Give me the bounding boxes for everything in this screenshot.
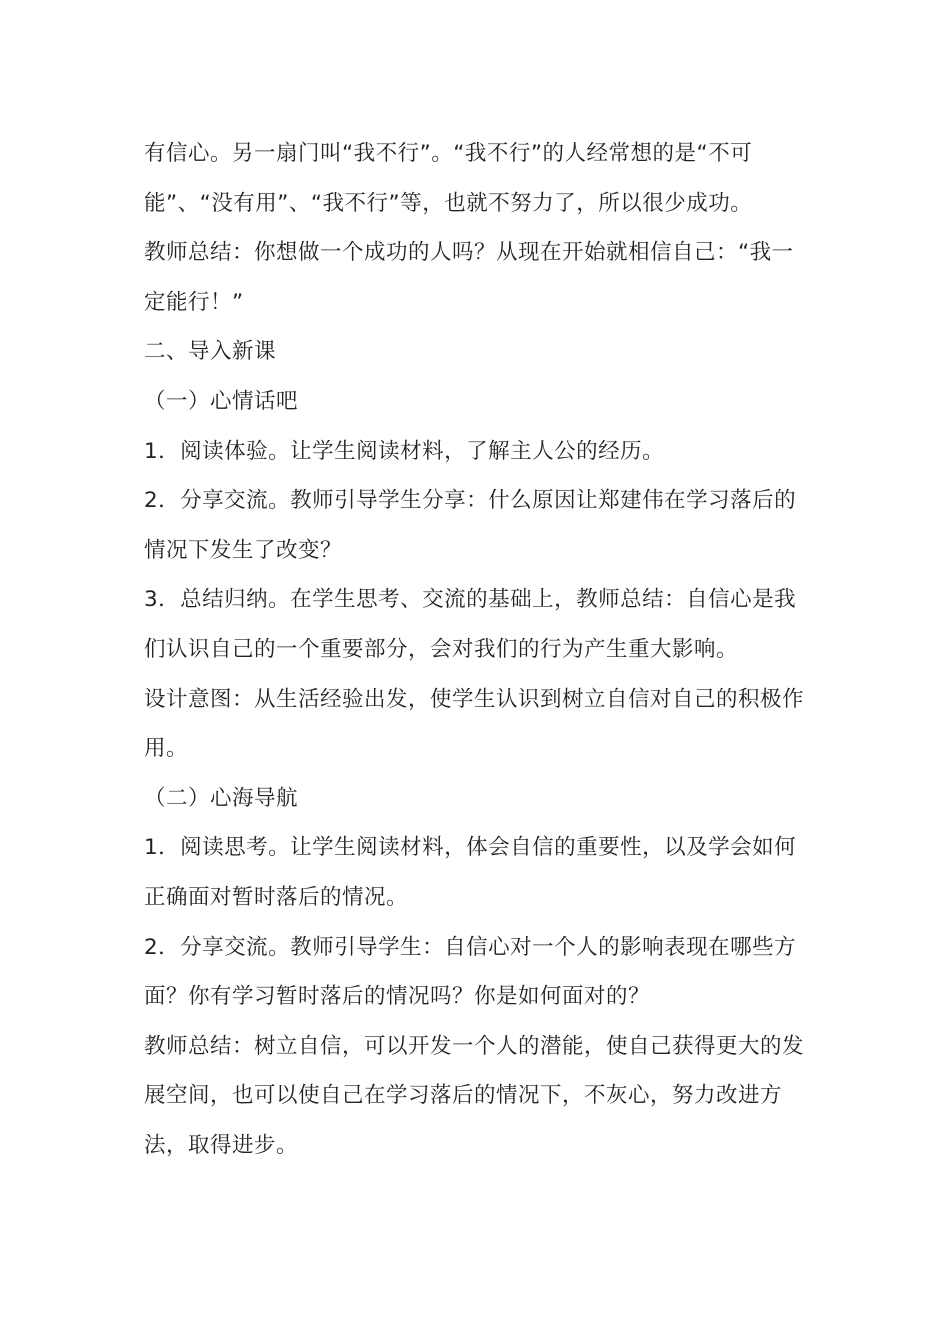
numbered-step: 1．阅读体验。让学生阅读材料，了解主人公的经历。	[144, 438, 665, 464]
numbered-step: 3．总结归纳。在学生思考、交流的基础上，教师总结：自信心是我们认识自己的一个重要部分，会对我们的行为产生重大影响。	[144, 587, 797, 662]
numbered-step: 1．阅读思考。让学生阅读材料，体会自信的重要性，以及学会如何正确面对暂时落后的情况。	[144, 835, 797, 910]
section-heading: 二、导入新课	[144, 339, 277, 365]
subsection-heading: （一）心情话吧	[144, 388, 299, 414]
design-intent: 设计意图：从生活经验出发，使学生认识到树立自信对自己的积极作用。	[144, 686, 805, 762]
document-body	[144, 129, 810, 1170]
paragraph-teacher-summary: 教师总结：你想做一个成功的人吗？从现在开始就相信自己：“我一定能行！”	[144, 240, 794, 315]
numbered-step: 2．分享交流。教师引导学生分享：什么原因让郑建伟在学习落后的情况下发生了改变？	[144, 488, 797, 563]
subsection-heading: （二）心海导航	[144, 785, 299, 811]
paragraph-continuation: 有信心。另一扇门叫“我不行”。“我不行”的人经常想的是“不可能”、“没有用”、“我不行”等，也就不努力了，所以很少成功。	[144, 141, 753, 216]
numbered-step: 2．分享交流。教师引导学生：自信心对一个人的影响表现在哪些方面？你有学习暂时落后的情况吗？你是如何面对的？	[144, 934, 797, 1010]
paragraph-teacher-summary: 教师总结：树立自信，可以开发一个人的潜能，使自己获得更大的发展空间，也可以使自己在学习落后的情况下，不灰心，努力改进方法，取得进步。	[144, 1033, 805, 1158]
